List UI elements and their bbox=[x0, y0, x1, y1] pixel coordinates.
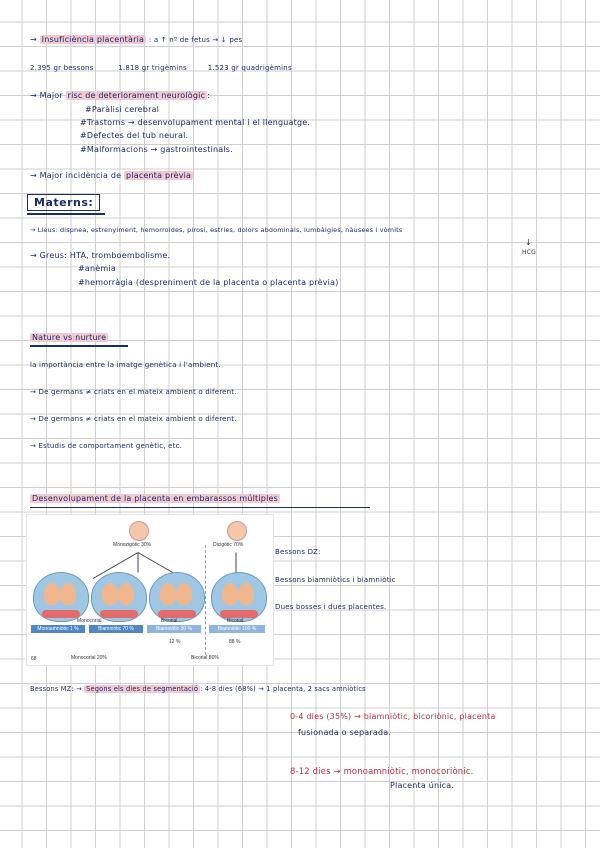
bullet-item: #anèmia bbox=[78, 264, 116, 273]
nature-title: Nature vs nurture bbox=[32, 333, 107, 342]
bar-mono: Monoamniòtic 1 % bbox=[31, 625, 85, 633]
arrow-icon bbox=[236, 553, 237, 573]
hcg-note: HCG bbox=[522, 249, 536, 256]
placenta-note: Bessons DZ: bbox=[275, 548, 321, 556]
pct-label: 12 % bbox=[169, 639, 181, 645]
uterus-icon bbox=[33, 572, 89, 622]
mono-label: Monozigòtic 30% bbox=[113, 542, 152, 548]
lleus-line: → Lleus: dispnea, estrenyiment, hemorroides, pirosi, estries, dolors abdominals, lumbàlgies, nàusees i vòmits bbox=[30, 226, 403, 234]
placenta-title: Desenvolupament de la placenta en embarassos múltiples bbox=[32, 494, 278, 503]
placenta-underline bbox=[30, 507, 370, 508]
nature-underline bbox=[30, 345, 128, 347]
uterus-icon bbox=[149, 572, 205, 622]
bullet-item: #Trastorns → desenvolupament mental i el llenguatge. bbox=[80, 118, 311, 127]
bullet-item: #Defectes del tub neural. bbox=[80, 131, 189, 140]
placenta-note: Dues bosses i dues placentes. bbox=[275, 603, 387, 611]
cat-label: Bicorial bbox=[161, 618, 178, 624]
divider bbox=[205, 545, 206, 655]
bar-bi: Biamniòtic 70 % bbox=[89, 625, 143, 633]
page-corner-number: 68 bbox=[31, 656, 37, 662]
title-underline bbox=[27, 213, 105, 215]
arrow-icon bbox=[138, 553, 139, 573]
placenta-note: Bessons biamniòtics i biamniòtic bbox=[275, 576, 396, 584]
nature-line: → Estudis de comportament genètic, etc. bbox=[30, 442, 183, 450]
maternes-title-box: Materns: bbox=[27, 194, 100, 211]
bar-bi: Biamniòtic 30 % bbox=[147, 625, 201, 633]
nature-line: → De germans ≠ criats en el mateix ambient o diferent. bbox=[30, 388, 237, 396]
bar-bi: Biamniòtic 100 % bbox=[209, 625, 265, 633]
zygote-cell-icon bbox=[129, 521, 149, 541]
mz-8-12-line-b: Placenta única. bbox=[390, 781, 455, 790]
nature-line: la importància entre la imatge genètica i l'ambient. bbox=[30, 361, 221, 369]
cat-label: Bicorial bbox=[227, 618, 244, 624]
mz-line: Bessons MZ: → Segons els dies de segmentació : 4-8 dies (68%) → 1 placenta, 2 sacs amniòtics bbox=[30, 685, 366, 693]
bullet-item: #hemorràgia (despreniment de la placenta o placenta prèvia) bbox=[78, 278, 339, 287]
mz-8-12-line: 8-12 dies → monoamniòtic, monocoriònic. bbox=[290, 766, 474, 776]
down-arrow-icon: ↓ bbox=[525, 238, 532, 247]
placenta-previa-line: → Major incidència de placenta prèvia bbox=[30, 171, 192, 180]
bottom-label: Monocorial 20% bbox=[71, 655, 107, 661]
uterus-icon bbox=[91, 572, 147, 622]
weights-line: 2.395 gr bessons 1.818 gr trigèmins 1.523 gr quadrigèmins bbox=[30, 64, 292, 72]
zygote-cell-icon bbox=[227, 521, 247, 541]
bullet-item: #Malformacions → gastrointestinals. bbox=[80, 145, 233, 154]
placenta-previa-highlight: placenta prèvia bbox=[126, 171, 192, 180]
bottom-label: Bicorial 80% bbox=[191, 655, 219, 661]
mz-0-4-line-b: fusionada o separada. bbox=[298, 728, 392, 737]
cat-label: Monocorial bbox=[77, 618, 102, 624]
uterus-icon bbox=[211, 572, 267, 622]
risc-highlight: risc de deteriorament neurològic bbox=[67, 91, 206, 100]
insuficiencia-line: → Insuficiència placentària : a ↑ nº de fetus → ↓ pes bbox=[30, 35, 243, 44]
placenta-figure bbox=[26, 514, 274, 666]
risc-line: → Major risc de deteriorament neurològic : bbox=[30, 91, 211, 100]
mz-0-4-line: 0-4 dies (35%) → biamniòtic, bicoriònic, placenta bbox=[290, 712, 496, 721]
pct-label: 88 % bbox=[229, 639, 241, 645]
nature-line: → De germans ≠ criats en el mateix ambient o diferent. bbox=[30, 415, 237, 423]
greus-line: → Greus: HTA, tromboembolisme. bbox=[30, 251, 171, 260]
bullet-item: #Paràlisi cerebral bbox=[85, 105, 160, 114]
di-label: Dicigòtic 70% bbox=[213, 542, 244, 548]
insuficiencia-highlight: Insuficiència placentària bbox=[41, 35, 145, 44]
